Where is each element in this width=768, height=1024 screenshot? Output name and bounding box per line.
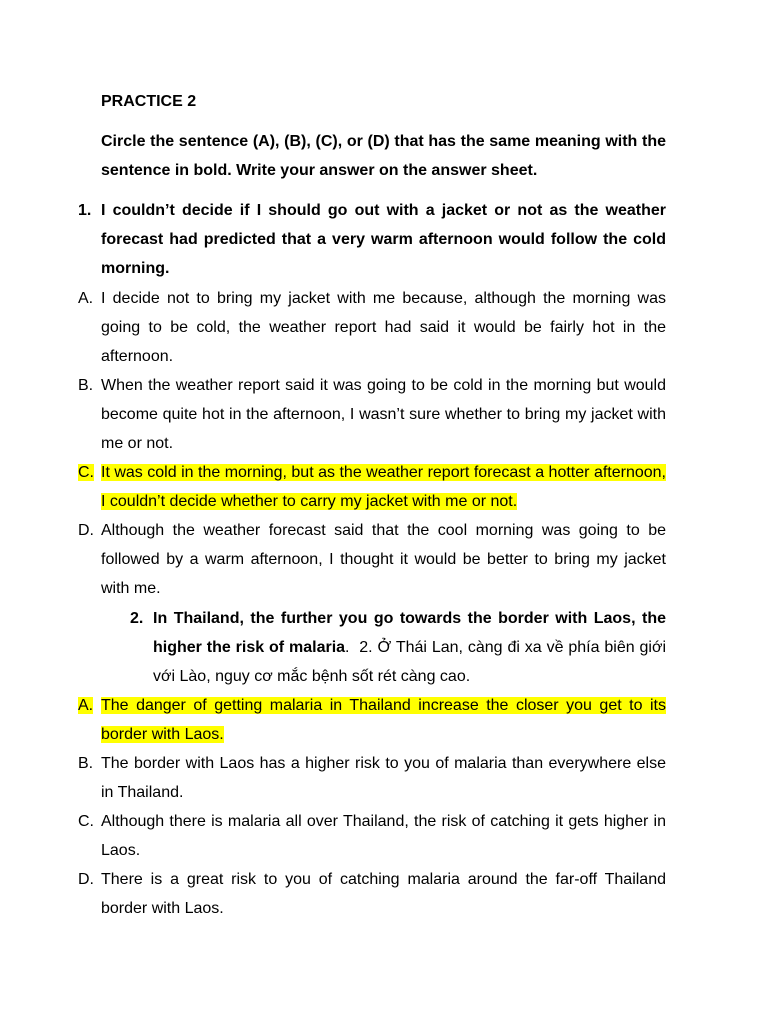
highlight-mark: It was cold in the morning, but as the weather report forecast a hotter afternoon, I couldn’t decide whether to carry my jacket with me or not. bbox=[101, 464, 666, 510]
option-letter: D. bbox=[78, 871, 94, 888]
option-text-highlighted bbox=[101, 691, 666, 749]
question-number: 2. bbox=[130, 610, 144, 627]
question-number: 1. bbox=[78, 202, 92, 219]
instructions: Circle the sentence (A), (B), (C), or (D) that has the same meaning with the sentence in bold. Write your answer on the answer sheet. bbox=[101, 133, 666, 179]
highlight-mark: C. bbox=[78, 464, 94, 481]
option-text-highlighted bbox=[101, 458, 666, 516]
option-letter: A. bbox=[78, 290, 94, 307]
question-stem-end: . bbox=[345, 639, 350, 656]
option-letter: B. bbox=[78, 377, 94, 394]
option-text: Although there is malaria all over Thailand, the risk of catching it gets higher in Laos. bbox=[101, 813, 666, 859]
highlight-mark: A. bbox=[78, 697, 94, 714]
option-letter: D. bbox=[78, 522, 94, 539]
page-title: PRACTICE 2 bbox=[101, 93, 197, 110]
question-stem-with-translation bbox=[153, 604, 666, 691]
option-letter: B. bbox=[78, 755, 94, 772]
option-letter-highlighted bbox=[78, 458, 94, 487]
translation: 2. Ở Thái Lan, càng đi xa về phía biên giới với Lào, nguy cơ mắc bệnh sốt rét càng cao. bbox=[153, 639, 667, 685]
option-text: When the weather report said it was going to be cold in the morning but would become quite hot in the afternoon, I wasn’t sure whether to bring my jacket with me or not. bbox=[101, 377, 666, 452]
question-stem: I couldn’t decide if I should go out with a jacket or not as the weather forecast had predicted that a very warm afternoon would follow the cold morning. bbox=[101, 202, 666, 277]
option-text: I decide not to bring my jacket with me because, although the morning was going to be cold, the weather report had said it would be fairly hot in the afternoon. bbox=[101, 290, 666, 365]
option-text: The border with Laos has a higher risk to you of malaria than everywhere else in Thailand. bbox=[101, 755, 666, 801]
option-letter-highlighted bbox=[78, 691, 93, 720]
option-text: Although the weather forecast said that the cool morning was going to be followed by a warm afternoon, I thought it would be better to bring my jacket with me. bbox=[101, 522, 666, 597]
highlight-mark: The danger of getting malaria in Thailand increase the closer you get to its border with Laos. bbox=[101, 697, 666, 743]
option-letter: C. bbox=[78, 813, 94, 830]
option-text: There is a great risk to you of catching malaria around the far-off Thailand border with Laos. bbox=[101, 871, 666, 917]
question-stem: In Thailand, the further you go towards the border with Laos, the higher the risk of malaria bbox=[153, 610, 666, 656]
